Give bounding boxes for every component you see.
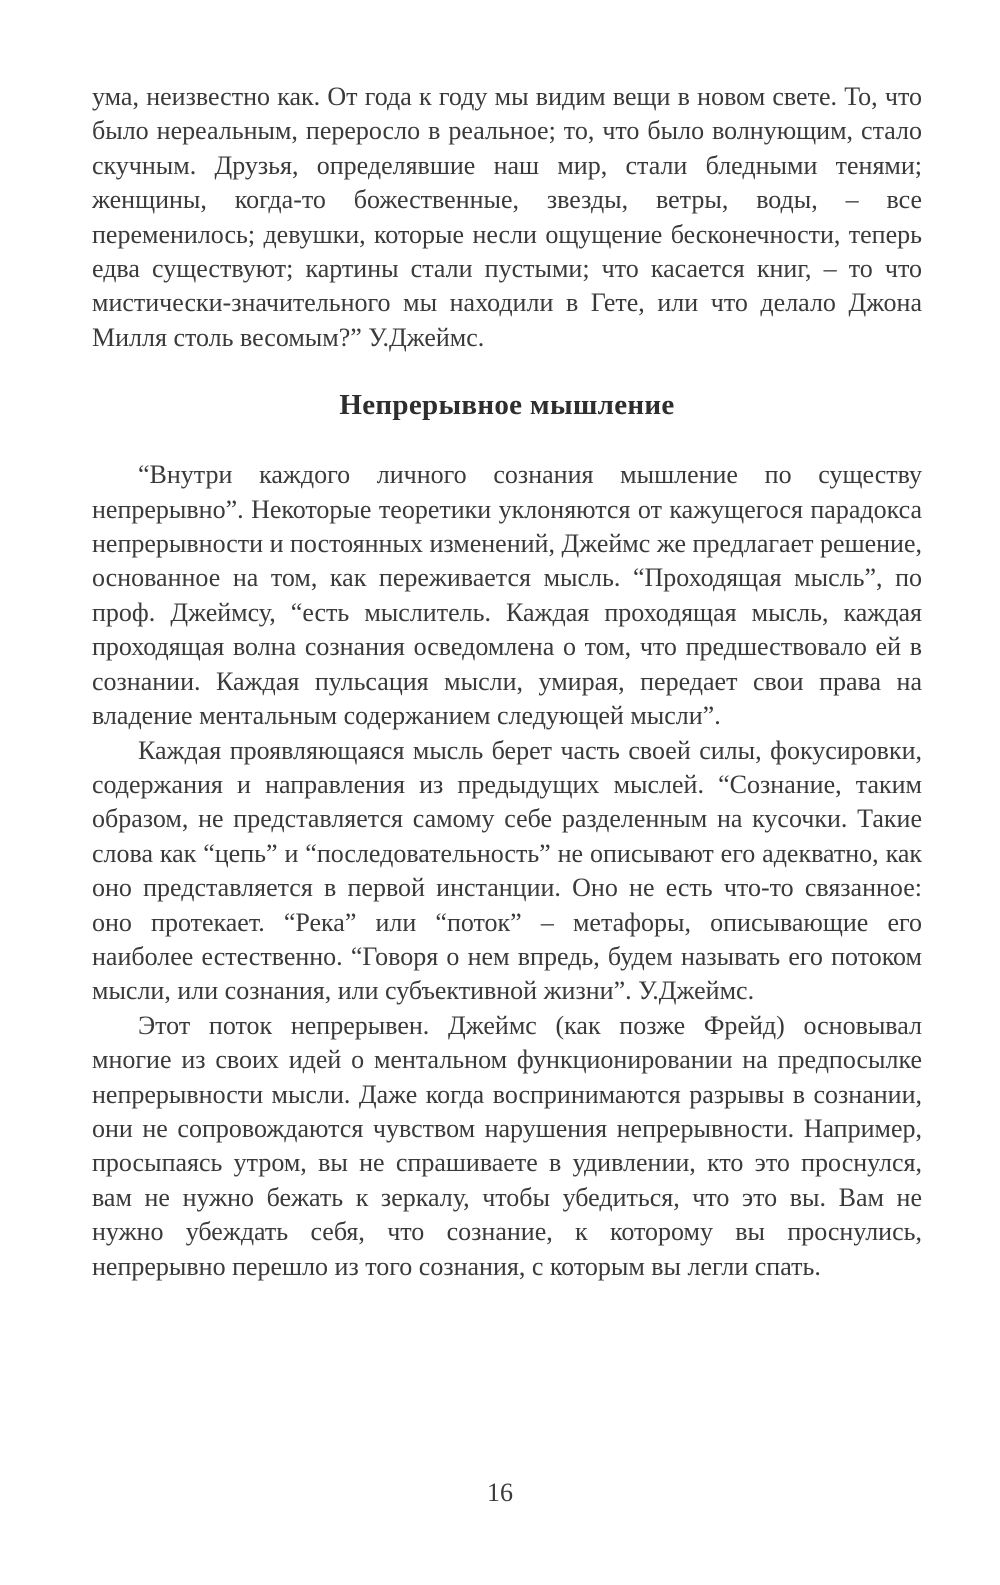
section-title: Непрерывное мышление — [339, 389, 675, 422]
page-body — [92, 80, 922, 1284]
body-paragraph-1: “Внутри каждого личного сознания мышление по существу непрерывно”. Некоторые теоретики уклоняются от кажущегося парадокса непрерывности и постоянных изменений, Джеймс же предлагает решение, основанное на том, как переживается мысль. “Проходящая мысль”, по проф. Джеймсу, “есть мыслитель. Каждая проходящая мысль, каждая проходящая волна сознания осведомлена о том, что предшествовало ей в сознании. Каждая пульсация мысли, умирая, передает свои права на владение ментальным содержанием следующей мысли”. — [92, 460, 922, 731]
body-paragraph-2: Каждая проявляющаяся мысль берет часть своей силы, фокусировки, содержания и направления из предыдущих мыслей. “Сознание, таким образом, не представляется самому себе разделенным на кусочки. Такие слова как “цепь” и “последовательность” не описывают его адекватно, как оно представляется в первой инстанции. Оно не есть что-то связанное: оно протекает. “Река” или “поток” – метафоры, описывающие его наиболее естественно. “Говоря о нем впредь, будем называть его потоком мысли, или сознания, или субъективной жизни”. У.Джеймс. — [92, 735, 922, 1006]
body-paragraph-3: Этот поток непрерывен. Джеймс (как позже Фрейд) основывал многие из своих идей о ментальном функционировании на предпосылке непрерывности мысли. Даже когда воспринимаются разрывы в сознании, они не сопровождаются чувством нарушения непрерывности. Например, просыпаясь утром, вы не спрашиваете в удивлении, кто это проснулся, вам не нужно бежать к зеркалу, чтобы убедиться, что это вы. Вам не нужно убеждать себя, что сознание, к которому вы проснулись, непрерывно перешло из того сознания, с которым вы легли спать. — [92, 1010, 922, 1281]
opening-paragraph: ума, неизвестно как. От года к году мы видим вещи в новом свете. То, что было нереальным, переросло в реальное; то, что было волнующим, стало скучным. Друзья, определявшие наш мир, стали бледными тенями; женщины, когда-то божественные, звезды, ветры, воды, – все переменилось; девушки, которые несли ощущение бесконечности, теперь едва существуют; картины стали пустыми; что касается книг, – то что мистически-значительного мы находили в Гете, или что делало Джона Милля столь весомым?” У.Джеймс. — [92, 82, 922, 352]
page-number: 16 — [487, 1478, 513, 1507]
